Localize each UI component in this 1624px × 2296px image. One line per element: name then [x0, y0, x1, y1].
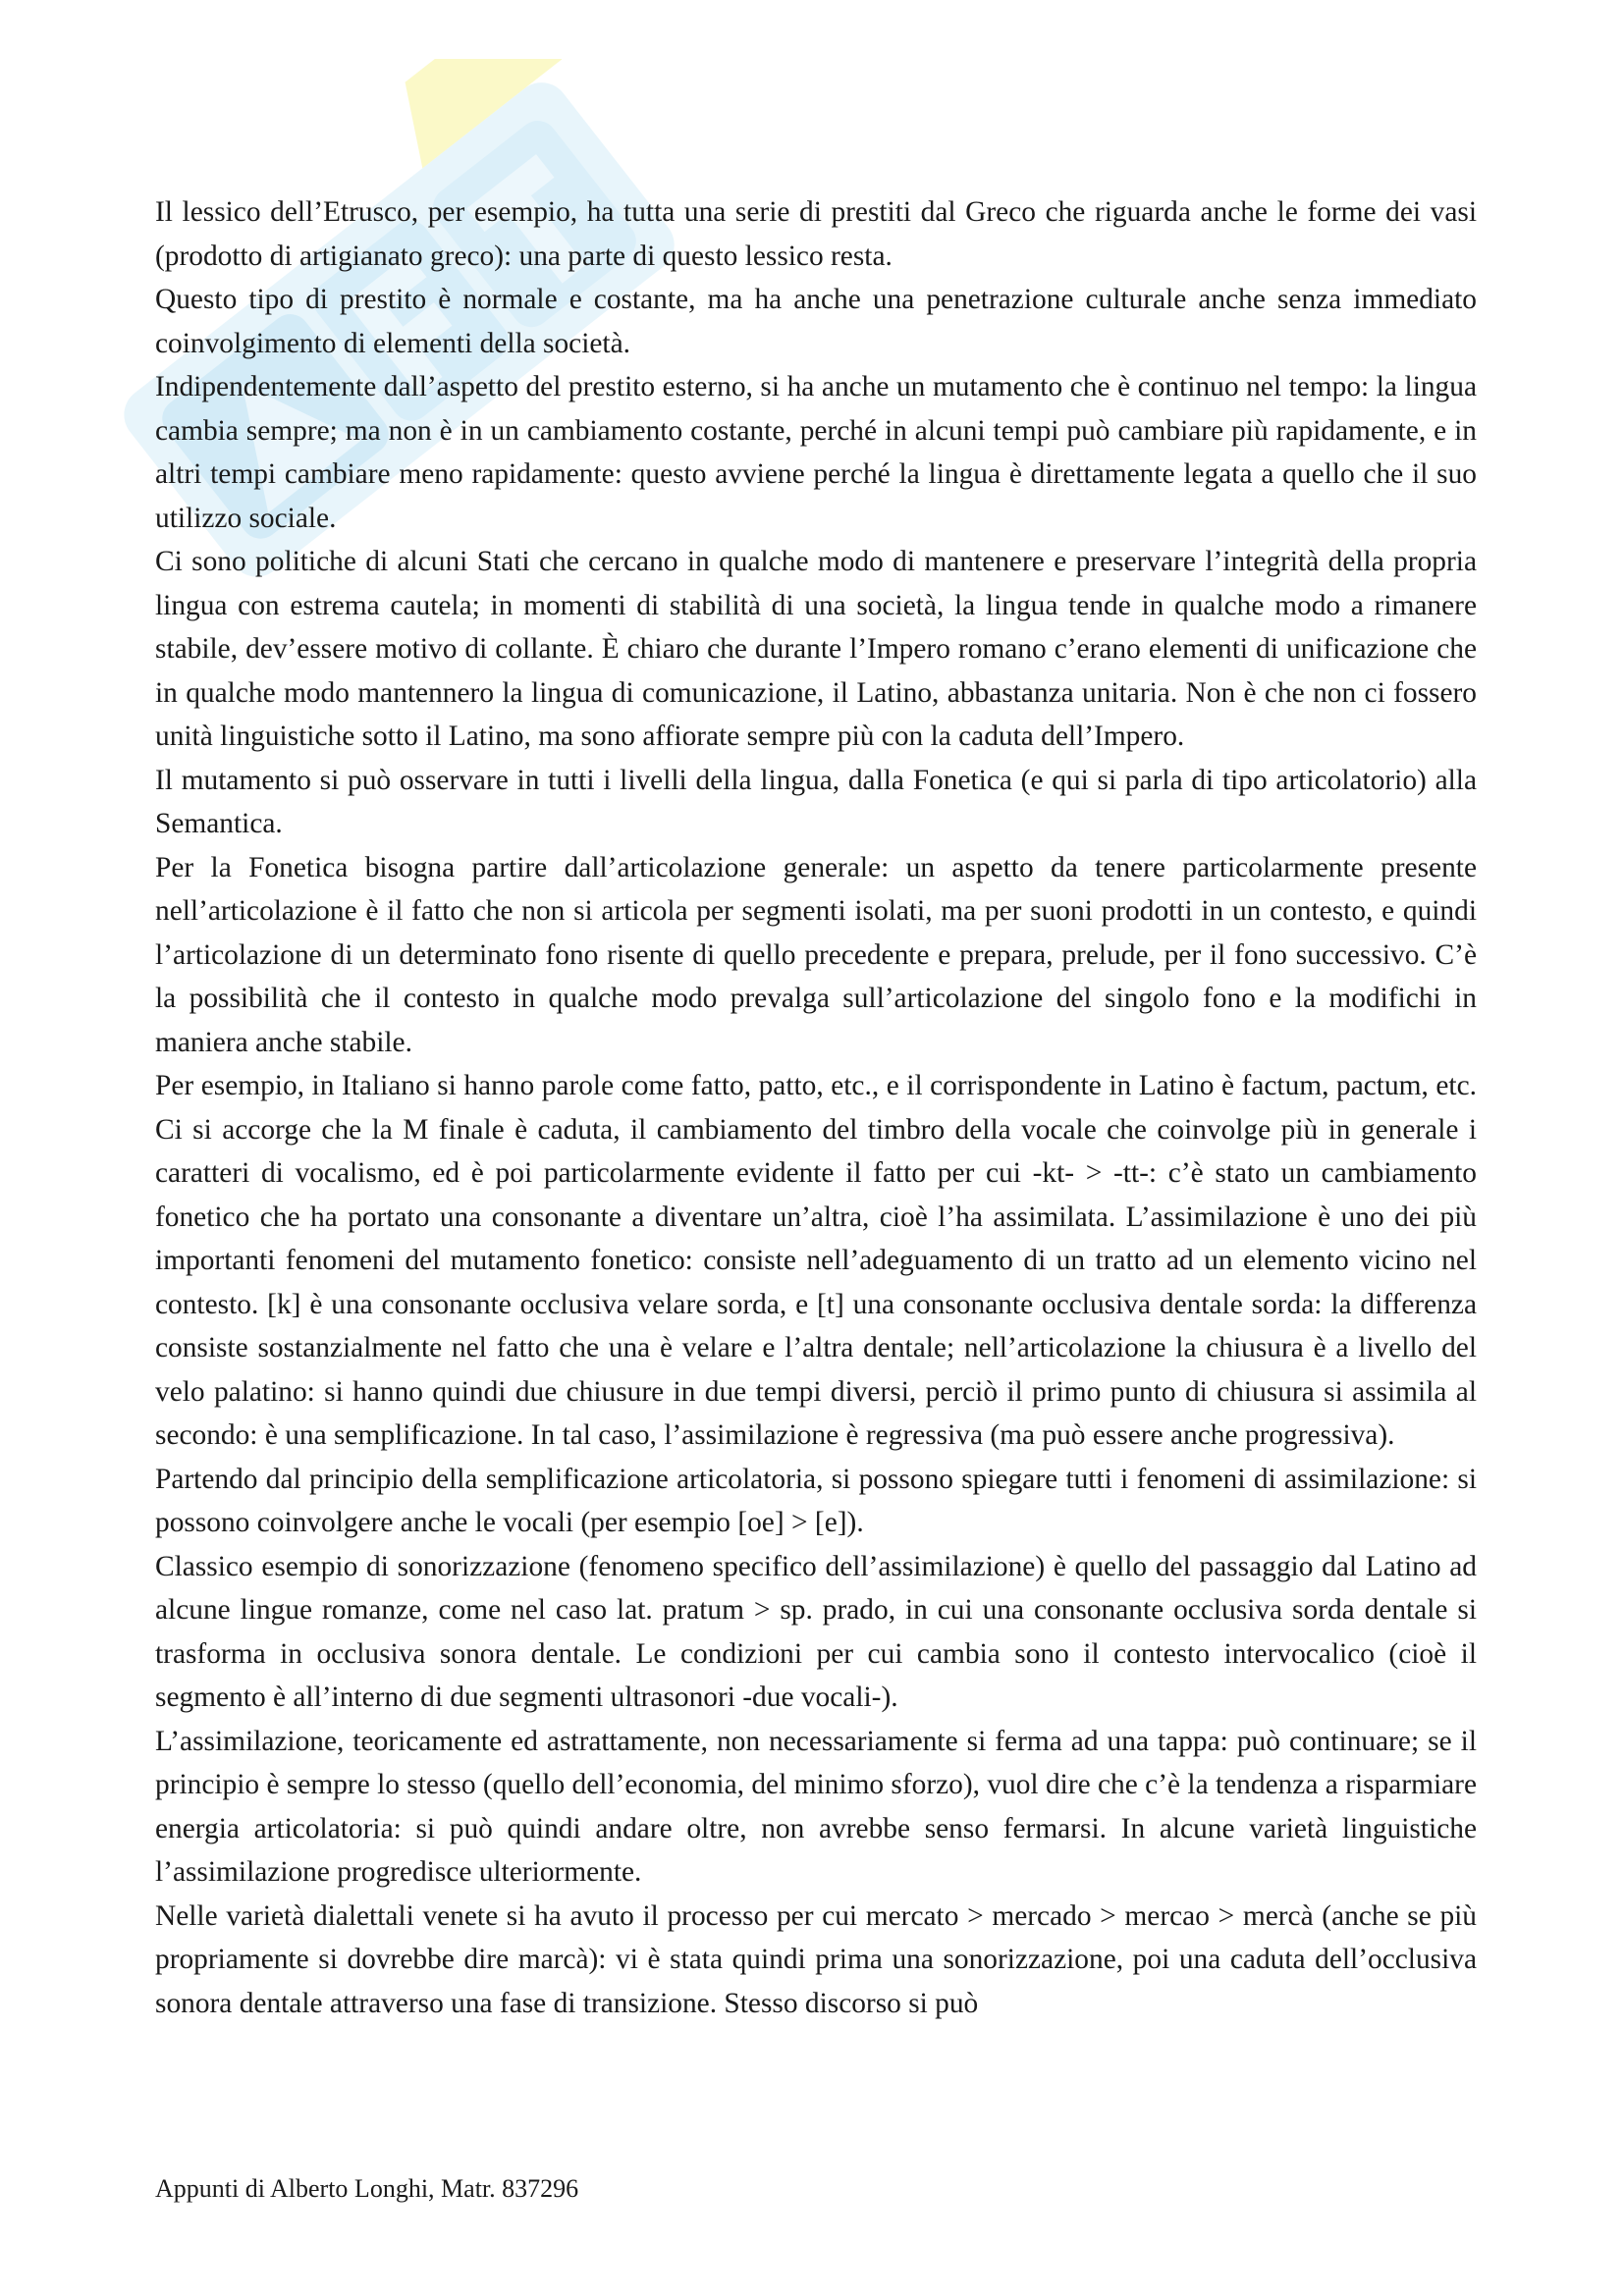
- paragraph: Indipendentemente dall’aspetto del prestito esterno, si ha anche un mutamento che è continuo nel tempo: la lingua cambia sempre; ma non è in un cambiamento costante, perché in alcuni tempi può cambiare più rapidamente, e in altri tempi cambiare meno rapidamente: questo avviene perché la lingua è direttamente legata a quello che il suo utilizzo sociale.: [155, 371, 1477, 534]
- page-footer: Appunti di Alberto Longhi, Matr. 837296: [155, 2174, 579, 2203]
- document-body: [155, 190, 1477, 2025]
- paragraph: Classico esempio di sonorizzazione (fenomeno specifico dell’assimilazione) è quello del passaggio dal Latino ad alcune lingue romanze, come nel caso lat. pratum > sp. prado, in cui una consonante occlusiva sorda dentale si trasforma in occlusiva sonora dentale. Le condizioni per cui cambia sono il contesto intervocalico (cioè il segmento è all’interno di due segmenti ultrasonori -due vocali-).: [155, 1550, 1477, 1713]
- paragraph: Ci sono politiche di alcuni Stati che cercano in qualche modo di mantenere e preservare l’integrità della propria lingua con estrema cautela; in momenti di stabilità di una società, la lingua tende in qualche modo a rimanere stabile, dev’essere motivo di collante. È chiaro che durante l’Impero romano c’erano elementi di unificazione che in qualche modo mantennero la lingua di comunicazione, il Latino, abbastanza unitaria. Non è che non ci fossero unità linguistiche sotto il Latino, ma sono affiorate sempre più con la caduta dell’Impero.: [155, 546, 1477, 752]
- paragraph: Per la Fonetica bisogna partire dall’articolazione generale: un aspetto da tenere particolarmente presente nell’articolazione è il fatto che non si articola per segmenti isolati, ma per suoni prodotti in un contesto, e quindi l’articolazione di un determinato fono risente di quello precedente e prepara, prelude, per il fono successivo. C’è la possibilità che il contesto in qualche modo prevalga sull’articolazione del singolo fono e la modifichi in maniera anche stabile.: [155, 851, 1477, 1058]
- paragraph: Questo tipo di prestito è normale e costante, ma ha anche una penetrazione culturale anche senza immediato coinvolgimento di elementi della società.: [155, 284, 1477, 359]
- paragraph: Partendo dal principio della semplificazione articolatoria, si possono spiegare tutti i fenomeni di assimilazione: si possono coinvolgere anche le vocali (per esempio [oe] > [e]).: [155, 1463, 1477, 1538]
- paragraph: Per esempio, in Italiano si hanno parole come fatto, patto, etc., e il corrispondente in Latino è factum, pactum, etc. Ci si accorge che la M finale è caduta, il cambiamento del timbro della vocale che coinvolge più in generale i caratteri di vocalismo, ed è poi particolarmente evidente il fatto per cui -kt- > -tt-: c’è stato un cambiamento fonetico che ha portato una consonante a diventare un’altra, cioè l’ha assimilata. L’assimilazione è uno dei più importanti fenomeni del mutamento fonetico: consiste nell’adeguamento di un tratto ad un elemento vicino nel contesto. [k] è una consonante occlusiva velare sorda, e [t] una consonante occlusiva dentale sorda: la differenza consiste sostanzialmente nel fatto che una è velare e l’altra dentale; nell’articolazione la chiusura è a livello del velo palatino: si hanno quindi due chiusure in due tempi diversi, perciò il primo punto di chiusura si assimila al secondo: è una semplificazione. In tal caso, l’assimilazione è regressiva (ma può essere anche progressiva).: [155, 1070, 1477, 1451]
- paragraph: Nelle varietà dialettali venete si ha avuto il processo per cui mercato > mercado > mercao > mercà (anche se più propriamente si dovrebbe dire marcà): vi è stata quindi prima una sonorizzazione, poi una caduta dell’occlusiva sonora dentale attraverso una fase di transizione. Stesso discorso si può: [155, 1899, 1477, 2019]
- paragraph: L’assimilazione, teoricamente ed astrattamente, non necessariamente si ferma ad una tappa: può continuare; se il principio è sempre lo stesso (quello dell’economia, del minimo sforzo), vuol dire che c’è la tendenza a risparmiare energia articolatoria: si può quindi andare oltre, non avrebbe senso fermarsi. In alcune varietà linguistiche l’assimilazione progredisce ulteriormente.: [155, 1725, 1477, 1888]
- paragraph: Il mutamento si può osservare in tutti i livelli della lingua, dalla Fonetica (e qui si parla di tipo articolatorio) alla Semantica.: [155, 764, 1477, 839]
- paragraph: Il lessico dell’Etrusco, per esempio, ha tutta una serie di prestiti dal Greco che riguarda anche le forme dei vasi (prodotto di artigianato greco): una parte di questo lessico resta.: [155, 196, 1477, 272]
